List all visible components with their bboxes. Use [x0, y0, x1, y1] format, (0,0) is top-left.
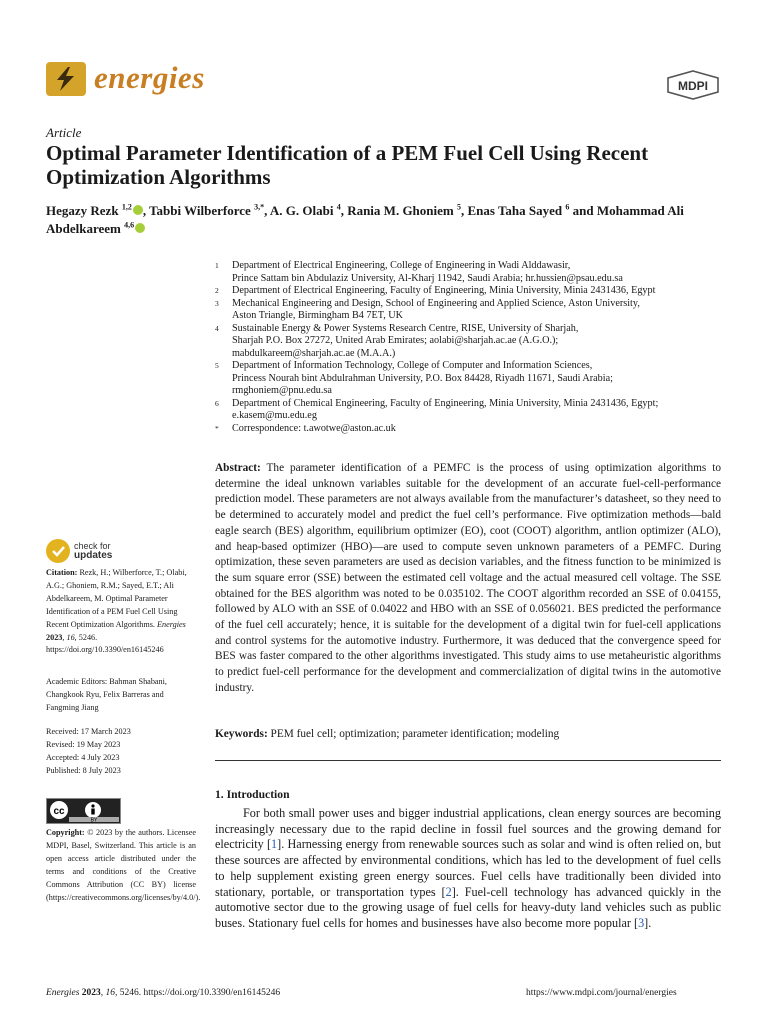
- intro-text: ].: [644, 915, 652, 930]
- author-affiliation-sup: 6: [565, 202, 570, 212]
- check-updates-icon: [46, 539, 70, 563]
- citation-label: Citation:: [46, 568, 78, 577]
- author-affiliation-sup: 5: [456, 202, 461, 212]
- date-received: Received: 17 March 2023: [46, 727, 131, 736]
- affiliation-item: [215, 360, 725, 398]
- affiliation-line: Department of Chemical Engineering, Faculty of Engineering, Minia University, Minia 2431436, Egypt;: [232, 397, 659, 409]
- svg-text:cc: cc: [53, 806, 65, 817]
- abstract-label: Abstract:: [215, 462, 261, 474]
- copyright-block: [46, 827, 201, 904]
- introduction-paragraph: [215, 806, 721, 932]
- affiliation-number: 4: [215, 323, 219, 333]
- footer-citation: Energies 2023, 16, 5246. https://doi.org/10.3390/en16145246: [46, 988, 281, 998]
- affiliation-line: e.kasem@mu.edu.eg: [232, 410, 317, 421]
- affiliation-line: Department of Information Technology, College of Computer and Information Sciences,: [232, 360, 593, 371]
- author-affiliation-sup: 1,2: [121, 202, 132, 212]
- check-line2: updates: [74, 550, 113, 561]
- journal-logo-icon: [46, 62, 86, 96]
- affiliation-line: Sustainable Energy & Power Systems Research Centre, RISE, University of Sharjah,: [232, 322, 579, 334]
- affiliation-line: Sharjah P.O. Box 27272, United Arab Emirates; aolabi@sharjah.ac.ae (A.G.O.);: [232, 335, 559, 346]
- abstract-text: The parameter identification of a PEMFC is the process of using optimization algorithms to determine the ideal unknown variables suitable for the development of an accurate fuel-cell-performance prediction model. These parameters are not always available from the manufacturer’s datasheet, so they need to be determined to accurately model and predict the fuel cell’s performance. Five optimization methods—bald eagle search (BES) algorithm, equilibrium optimizer (EO), coot (COOT) algorithm, antlion optimizer (ALO), and heap-based optimizer (HBO)—are used to compute seven unknown parameters of a PEMFC. During optimization, these seven parameters are used as decision variables, and the fitness function to be minimized is the sum square error (SSE) between the estimated cell voltage and the actual measured cell voltage. The SSE obtained for the BES algorithm was noted to be 0.035102. The COOT algorithm recorded an SSE of 0.04155, followed by ALO with an SSE of 0.04022 and HBO with an SSE of 0.056021. BES predicted the performance of the fuel cell accurately; hence, it is suitable for the development of a digital twin for fuel-cell applications and control systems for the automotive industry. Furthermore, it was deduced that the convergence speed for BES was faster compared to the other algorithms investigated. This study aims to use metaheuristic algorithms to predict fuel-cell performance for the development and commercialization of digital twins in the automotive industry.: [215, 462, 721, 694]
- citation-text: Rezk, H.; Wilberforce, T.; Olabi, A.G.; Ghoniem, R.M.; Sayed, E.T.; Ali Abdelkareem, M. Optimal Parameter Identification of a PEM Fuel Cell Using Recent Optimization Algorithms.: [46, 568, 187, 629]
- citation-journal: Energies: [156, 619, 186, 629]
- publisher-name: MDPI: [678, 79, 708, 93]
- paper-title: Optimal Parameter Identification of a PEM Fuel Cell Using Recent Optimization Algorithms: [46, 141, 649, 189]
- affiliation-line: Prince Sattam bin Abdulaziz University, Al-Kharj 11942, Saudi Arabia; hr.hussien@psau.edu.sa: [232, 272, 623, 284]
- footer-doi[interactable]: , 5246. https://doi.org/10.3390/en16145246: [115, 988, 281, 998]
- author-name: Mohammad Ali Abdelkareem: [46, 203, 684, 236]
- intro-text: ]. Harnessing energy from renewable sources such as solar and wind is often relied on, but these sources are affected by environmental conditions, which has led to the development of fuel cells to help supplement existing green energy sources. Fuel cells have traditionally been divided into stationary, portable, or transportation types [: [215, 837, 721, 899]
- affiliations: [215, 260, 725, 435]
- affiliation-text: [232, 260, 725, 285]
- check-for-updates-button[interactable]: [46, 539, 166, 565]
- author-name: Hegazy Rezk: [46, 203, 122, 218]
- author-name: Rania M. Ghoniem: [347, 203, 457, 218]
- affiliation-text: [232, 423, 725, 436]
- footer-volume: 16: [105, 988, 116, 998]
- section-heading: 1. Introduction: [215, 788, 290, 801]
- citation-year: 2023: [46, 632, 63, 642]
- publisher-logo: [666, 70, 720, 100]
- date-revised: Revised: 19 May 2023: [46, 739, 121, 749]
- citation-link[interactable]: 1: [271, 837, 278, 852]
- affiliation-line: Aston Triangle, Birmingham B4 7ET, UK: [232, 310, 404, 321]
- affiliation-line: Princess Nourah bint Abdulrahman University, P.O. Box 84428, Riyadh 11671, Saudi Arabia;: [232, 372, 613, 384]
- affiliation-item: [215, 298, 725, 323]
- author-name: Enas Taha Sayed: [467, 203, 566, 218]
- copyright-label: Copyright:: [46, 828, 85, 837]
- keywords: [215, 728, 721, 740]
- author-affiliation-sup: 4,6: [124, 220, 135, 230]
- section-divider: [215, 760, 721, 761]
- affiliation-text: [232, 360, 725, 398]
- author-affiliation-sup: 4: [336, 202, 341, 212]
- citation-volume: 16: [66, 632, 75, 642]
- copyright-text: © 2023 by the authors. Licensee MDPI, Basel, Switzerland. This article is an open access article distributed under the terms and conditions of the Creative Commons Attribution (CC BY) license (https://creativecommons.org/licenses/by/4.0/).: [46, 828, 201, 902]
- date-published: Published: 8 July 2023: [46, 765, 121, 775]
- cc-license-badge[interactable]: [46, 798, 121, 824]
- academic-editors: Academic Editors: Bahman Shabani, Changkook Ryu, Felix Barreras and Fangming Jiang: [46, 677, 167, 712]
- date-accepted: Accepted: 4 July 2023: [46, 752, 120, 762]
- check-line1: check for: [74, 541, 111, 551]
- affiliation-text: [232, 285, 725, 298]
- orcid-icon[interactable]: [133, 205, 143, 215]
- affiliation-number: 1: [215, 261, 219, 270]
- affiliation-line: Department of Electrical Engineering, College of Engineering in Wadi Alddawasir,: [232, 260, 571, 271]
- affiliation-item: [215, 260, 725, 285]
- affiliation-number: 5: [215, 361, 219, 370]
- orcid-icon[interactable]: [135, 223, 145, 233]
- affiliation-item: [215, 323, 725, 361]
- affiliation-number: 6: [215, 398, 219, 408]
- affiliation-number: 3: [215, 298, 219, 308]
- affiliation-item: [215, 423, 725, 436]
- author-list: Hegazy Rezk $^{1,2}$ , Tabbi Wilberforce $^{3,*}$, A. G. Olabi $^4$, Rania M. Ghoniem $^5$, Enas Taha Sayed $^6$ and Mohammad Ali Abdelkareem $^{4,6}$: [46, 202, 684, 236]
- affiliation-text: [232, 298, 725, 323]
- affiliation-item: [215, 285, 725, 298]
- footer-journal: Energies: [46, 988, 80, 998]
- affiliation-line: Department of Electrical Engineering, Faculty of Engineering, Minia University, Minia 2431436, Egypt: [232, 285, 656, 296]
- affiliation-text: [232, 398, 725, 423]
- affiliation-line: rmghoniem@pnu.edu.sa: [232, 385, 332, 396]
- journal-name: energies: [94, 60, 205, 95]
- citation-block: Citation: Rezk, H.; Wilberforce, T.; Olabi, A.G.; Ghoniem, R.M.; Sayed, E.T.; Ali Abdelkareem, M. Optimal Parameter Identification of a PEM Fuel Cell Using Recent Optimization Algorithms. Energies 2023, 16, 5246. https://doi.org/10.3390/en16145246: [46, 568, 187, 655]
- affiliation-item: [215, 398, 725, 423]
- author-name: A. G. Olabi: [269, 203, 337, 218]
- author-name: Tabbi Wilberforce: [149, 203, 255, 218]
- cc-by-label: BY: [90, 817, 98, 823]
- author-affiliation-sup: 3,*: [254, 202, 265, 212]
- affiliation-number: 2: [215, 286, 219, 295]
- affiliation-number: *: [215, 423, 219, 433]
- affiliation-line: Correspondence: t.awotwe@aston.ac.uk: [232, 422, 396, 434]
- footer-journal-url[interactable]: https://www.mdpi.com/journal/energies: [526, 988, 677, 998]
- citation-doi[interactable]: , 5246. https://doi.org/10.3390/en16145246: [46, 632, 164, 655]
- intro-text: ]. Fuel-cell technology has advanced quickly in the automotive sector due to the growing usage of fuel cells for heavy-duty land vehicles such as public buses. Stationary fuel cells for homes and businesses have also become more popular [: [215, 884, 722, 930]
- affiliation-text: [232, 323, 725, 361]
- footer-year: 2023: [81, 988, 101, 998]
- keywords-text: PEM fuel cell; optimization; parameter identification; modeling: [270, 728, 560, 740]
- keywords-label: Keywords:: [215, 728, 268, 740]
- intro-text: For both small power uses and bigger industrial applications, clean energy sources are becoming increasingly necessary due to the rapid decline in fossil fuel sources and the growing demand for electricity [: [215, 806, 721, 852]
- affiliation-line: mabdulkareem@sharjah.ac.ae (M.A.A.): [232, 347, 396, 359]
- dates-block: [46, 726, 196, 778]
- citation-link[interactable]: 2: [445, 884, 452, 899]
- abstract: [215, 461, 721, 697]
- citation-link[interactable]: 3: [638, 915, 645, 930]
- article-type: Article: [46, 125, 82, 140]
- affiliation-line: Mechanical Engineering and Design, School of Engineering and Applied Science, Aston University,: [232, 297, 640, 309]
